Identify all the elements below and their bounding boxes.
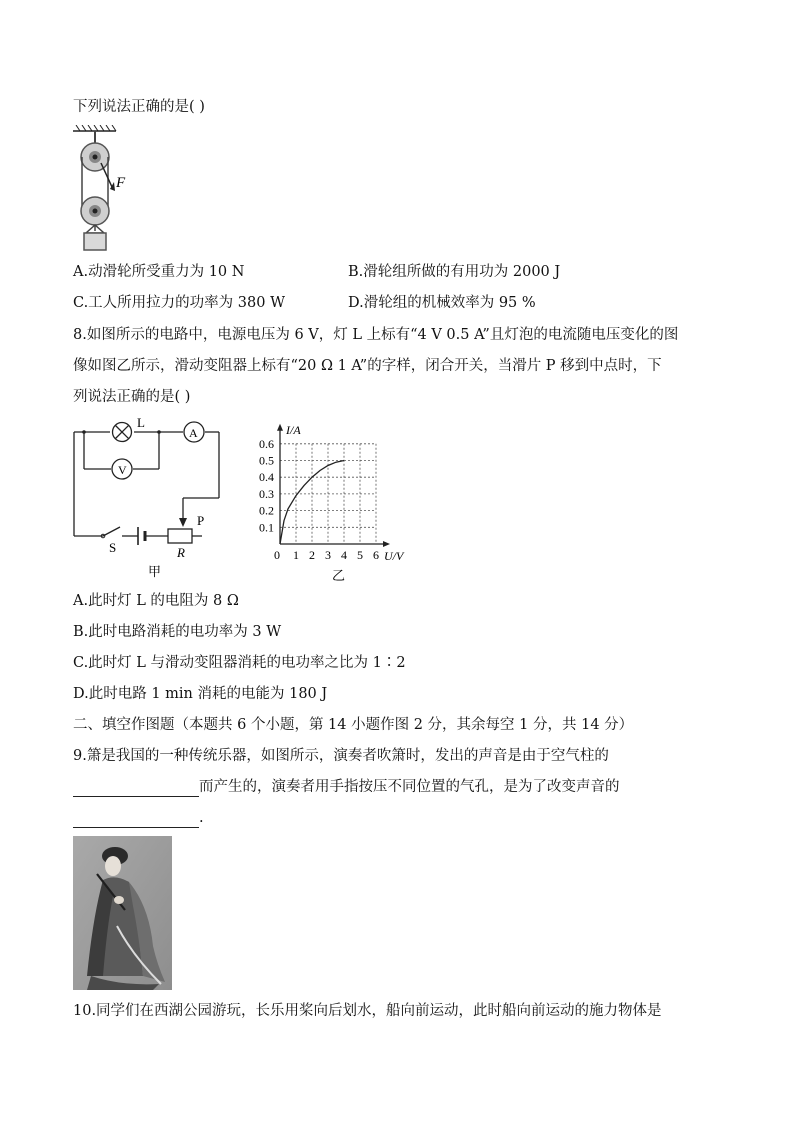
circuit-caption: 甲 <box>148 564 162 579</box>
answer-blank-2[interactable] <box>73 811 199 828</box>
q8-option-c: C.此时灯 L 与滑动变阻器消耗的电功率之比为 1∶2 <box>73 655 406 671</box>
q8-line-3: 列说法正确的是( ) <box>73 389 191 405</box>
answer-blank-1[interactable] <box>73 780 199 797</box>
chart-caption: 乙 <box>332 568 346 583</box>
x-tick-label: 0 <box>274 548 280 562</box>
q8-option-a: A.此时灯 L 的电阻为 8 Ω <box>73 593 239 609</box>
circuit-diagram <box>66 412 236 580</box>
xiao-player-photo <box>73 836 172 990</box>
slider-label: P <box>197 513 205 528</box>
force-label: F <box>116 175 126 191</box>
x-tick-label: 4 <box>341 548 347 562</box>
q8-option-d: D.此时电路 1 min 消耗的电能为 180 J <box>73 686 328 702</box>
q7-option-b: B.滑轮组所做的有用功为 2000 J <box>348 264 561 280</box>
y-axis-arrow <box>277 424 283 431</box>
q8-option-b: B.此时电路消耗的电功率为 3 W <box>73 624 282 640</box>
q9-line-2 <box>73 777 620 797</box>
x-tick-label: 1 <box>293 548 299 562</box>
q9-line-1: 9.箫是我国的一种传统乐器，如图所示，演奏者吹箫时，发出的声音是由于空气柱的 <box>73 748 609 764</box>
pulley-figure <box>68 125 138 253</box>
y-tick-label: 0.3 <box>259 486 274 501</box>
q7-question-tail: 下列说法正确的是( ) <box>73 99 205 115</box>
iu-chart <box>254 412 424 584</box>
y-tick-label: 0.4 <box>259 470 274 485</box>
q10-line-1: 10.同学们在西湖公园游玩，长乐用桨向后划水，船向前运动，此时船向前运动的施力物体是 <box>73 1003 662 1019</box>
x-tick-label: 3 <box>325 548 331 562</box>
y-tick-label: 0.1 <box>259 520 274 535</box>
y-axis-label: I/A <box>286 422 301 437</box>
y-tick-label: 0.6 <box>259 436 274 451</box>
q9-line-3-end: . <box>199 810 204 826</box>
y-tick-label: 0.2 <box>259 503 274 518</box>
voltmeter-label: V <box>118 463 127 477</box>
q9-line-3 <box>73 808 204 828</box>
x-tick-label: 5 <box>357 548 363 562</box>
section-heading: 二、填空作图题（本题共 6 个小题，第 14 小题作图 2 分，其余每空 1 分，共 14 分） <box>73 717 634 733</box>
rheostat-label: R <box>177 545 185 560</box>
q7-option-a: A.动滑轮所受重力为 10 N <box>73 264 245 280</box>
q8-line-1: 8.如图所示的电路中，电源电压为 6 V，灯 L 上标有“4 V 0.5 A”且灯泡的电流随电压变化的图 <box>73 327 679 343</box>
lamp-label: L <box>137 415 145 430</box>
switch-label: S <box>109 540 117 555</box>
ammeter-label: A <box>189 426 198 440</box>
q8-line-2: 像如图乙所示，滑动变阻器上标有“20 Ω 1 A”的字样，闭合开关，当滑片 P 移到中点时，下 <box>73 358 662 374</box>
x-axis-label: U/V <box>384 549 404 563</box>
q7-option-d: D.滑轮组的机械效率为 95 % <box>348 295 536 311</box>
x-tick-label: 2 <box>309 548 315 562</box>
y-tick-label: 0.5 <box>259 453 274 468</box>
q7-option-c: C.工人所用拉力的功率为 380 W <box>73 295 285 311</box>
x-axis-arrow <box>383 541 390 547</box>
x-tick-label: 6 <box>373 548 379 562</box>
q9-line-2-text: 而产生的，演奏者用手指按压不同位置的气孔，是为了改变声音的 <box>199 779 620 795</box>
